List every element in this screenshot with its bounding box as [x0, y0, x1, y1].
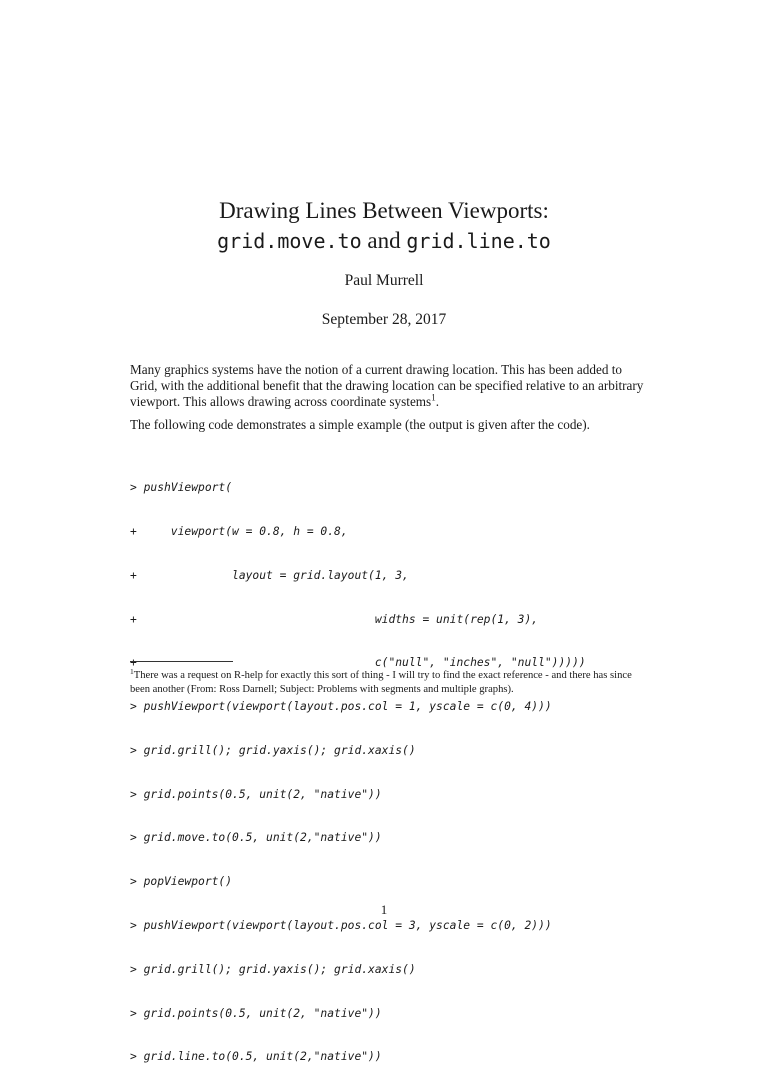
code-line: > pushViewport(viewport(layout.pos.col = 1, yscale = c(0, 4))): [130, 700, 552, 714]
page-number: 1: [380, 902, 388, 917]
code-line: > grid.grill(); grid.yaxis(); grid.xaxis(): [130, 743, 416, 757]
footnote-text: There was a request on R-help for exactly this sort of thing - I will try to find the exact reference - and there has since been another (From: Ross Darnell; Subject: Problems with segments and multiple graphs).: [130, 670, 632, 695]
intro-text: Many graphics systems have the notion of a current drawing location. This has been added to Grid, with the additional benefit that the drawing location can be specified relative to an arbitrary viewport. This allows drawing across coordinate systems: [130, 362, 644, 409]
title-line-2: [0, 226, 768, 256]
code-line: > grid.move.to(0.5, unit(2,"native")): [130, 831, 382, 845]
code-line: > grid.points(0.5, unit(2, "native")): [130, 1006, 382, 1020]
footnote-mark: 1: [130, 667, 134, 676]
title-text: Drawing Lines Between Viewports:: [219, 198, 549, 223]
title-code-line-to: grid.line.to: [406, 229, 551, 253]
code-line: > pushViewport(: [130, 481, 233, 495]
date: September 28, 2017: [321, 311, 447, 328]
code-line: + viewport(w = 0.8, h = 0.8,: [130, 524, 348, 538]
footnote-reference: 1: [431, 392, 436, 403]
intro-end: .: [435, 394, 439, 409]
code-block: [130, 452, 650, 1080]
title-code-move-to: grid.move.to: [217, 229, 362, 253]
footnote-rule: [130, 661, 233, 662]
code-line: > grid.points(0.5, unit(2, "native")): [130, 787, 382, 801]
code-line: > pushViewport(viewport(layout.pos.col = 3, yscale = c(0, 2))): [130, 919, 552, 932]
code-line: + c("null", "inches", "null"))))): [130, 656, 586, 670]
title-line-1: [0, 196, 768, 226]
title-and: and: [367, 228, 401, 253]
code-line: > grid.grill(); grid.yaxis(); grid.xaxis(): [130, 962, 416, 976]
author: Paul Murrell: [344, 272, 424, 289]
code-line: + widths = unit(rep(1, 3),: [130, 612, 539, 626]
example-paragraph: The following code demonstrates a simple example (the output is given after the code).: [130, 417, 590, 432]
footnote: [130, 665, 642, 697]
intro-paragraph: [130, 362, 644, 410]
code-line: + layout = grid.layout(1, 3,: [130, 568, 409, 582]
code-line: > popViewport(): [130, 875, 233, 889]
code-line: > grid.line.to(0.5, unit(2,"native")): [130, 1050, 382, 1064]
